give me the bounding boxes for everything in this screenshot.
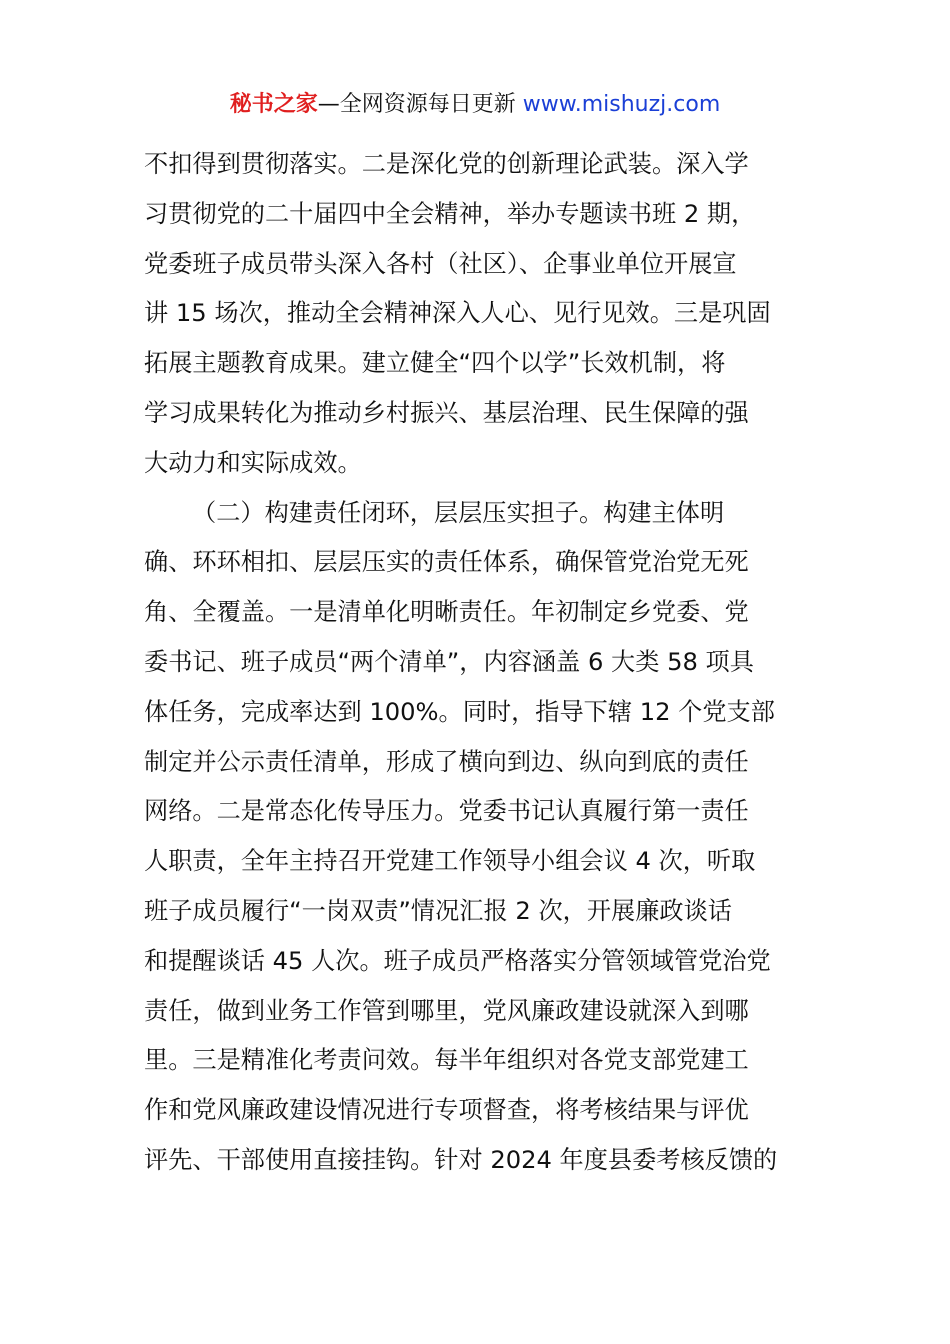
text-line: 制定并公示责任清单，形成了横向到边、纵向到底的责任 bbox=[144, 747, 749, 776]
text-line: 作和党风廉政建设情况进行专项督查，将考核结果与评优 bbox=[144, 1096, 749, 1125]
text-line: 里。三是精准化考责问效。每半年组织对各党支部党建工 bbox=[144, 1046, 749, 1075]
document-body bbox=[144, 140, 814, 1186]
text-line: 习贯彻党的二十届四中全会精神，举办专题读书班 2 期， bbox=[144, 199, 756, 228]
text-line: 评先、干部使用直接挂钩。针对 2024 年度县委考核反馈的 bbox=[144, 1145, 778, 1174]
text-line: 讲 15 场次，推动全会精神深入人心、见行见效。三是巩固 bbox=[144, 299, 771, 328]
text-line: 体任务，完成率达到 100%。同时，指导下辖 12 个党支部 bbox=[144, 697, 775, 726]
text-line: 和提醒谈话 45 人次。班子成员严格落实分管领域管党治党 bbox=[144, 946, 771, 975]
text-line: 人职责，全年主持召开党建工作领导小组会议 4 次，听取 bbox=[144, 847, 756, 876]
text-line: 委书记、班子成员“两个清单”，内容涵盖 6 大类 58 项具 bbox=[144, 647, 754, 676]
paragraph-1 bbox=[144, 140, 814, 489]
text-line: 班子成员履行“一岗双责”情况汇报 2 次，开展廉政谈话 bbox=[144, 896, 732, 925]
header-tagline: —全网资源每日更新 bbox=[317, 92, 523, 117]
section-heading-line: （二）构建责任闭环，层层压实担子。构建主体明 bbox=[192, 498, 725, 527]
site-header bbox=[0, 88, 950, 122]
text-line: 党委班子成员带头深入各村（社区）、企事业单位开展宣 bbox=[144, 249, 737, 278]
text-line: 拓展主题教育成果。建立健全“四个以学”长效机制，将 bbox=[144, 349, 726, 378]
text-line: 网络。二是常态化传导压力。党委书记认真履行第一责任 bbox=[144, 797, 749, 826]
text-line: 大动力和实际成效。 bbox=[144, 448, 362, 477]
text-line: 不扣得到贯彻落实。二是深化党的创新理论武装。深入学 bbox=[144, 150, 749, 178]
text-line: 确、环环相扣、层层压实的责任体系，确保管党治党无死 bbox=[144, 548, 749, 577]
site-url-link[interactable]: www.mishuzj.com bbox=[522, 92, 721, 117]
paragraph-2 bbox=[144, 489, 814, 1186]
brand-name: 秘书之家 bbox=[229, 92, 318, 117]
text-line: 学习成果转化为推动乡村振兴、基层治理、民生保障的强 bbox=[144, 398, 749, 427]
text-line: 责任，做到业务工作管到哪里，党风廉政建设就深入到哪 bbox=[144, 996, 749, 1025]
text-line: 角、全覆盖。一是清单化明晰责任。年初制定乡党委、党 bbox=[144, 598, 749, 627]
